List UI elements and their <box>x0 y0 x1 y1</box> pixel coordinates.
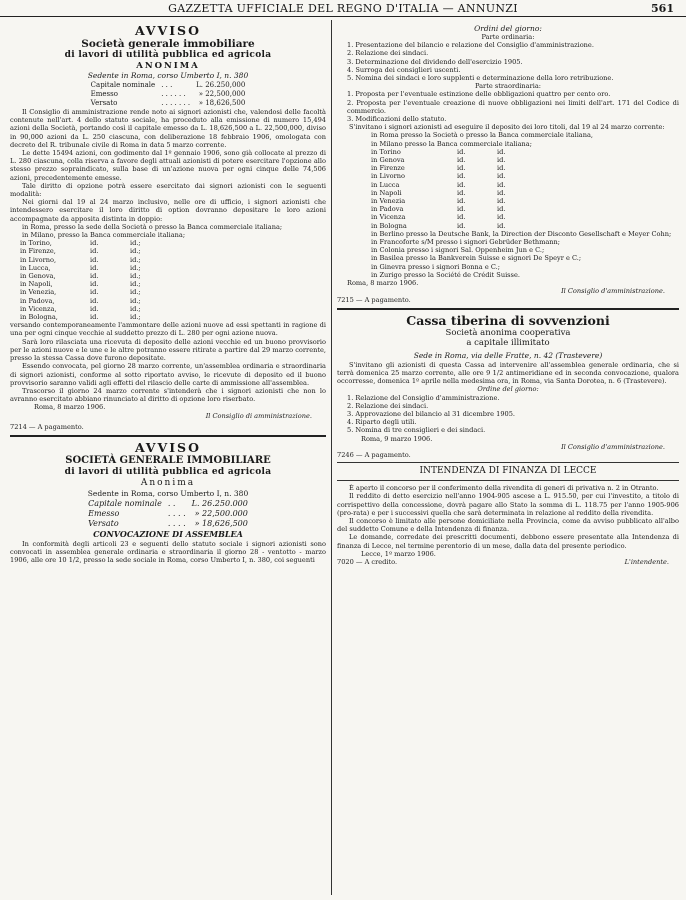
paragraph: Essendo convocata, pel giorno 28 marzo corrente, un'assemblea ordinaria e straordinaria di signori azionisti, conforme al sotto riportato avviso, le ricevute di deposito ed il buono provvisorio saranno validi agli effetti del rilascio delle carte di ammissione all'assemblea. <box>10 362 326 387</box>
capital-value: » 22,500.000 <box>194 508 248 518</box>
list-item: in Roma presso la Società o presso la Banca commerciale italiana, <box>371 131 594 140</box>
intendenza-date: Lecce, 1º marzo 1906. <box>361 549 436 558</box>
ad1-seat: Sedente in Roma, corso Umberto I, n. 380 <box>87 71 249 80</box>
dots: . . . . <box>167 518 186 528</box>
gazette-title: GAZZETTA UFFICIALE DEL REGNO D'ITALIA — ANNUNZI <box>168 2 518 15</box>
ad2-form: Anonima <box>140 477 196 488</box>
ad1-ref: 7214 — A pagamento. <box>10 422 84 431</box>
city: in Napoli <box>371 188 402 197</box>
id: id. <box>90 313 99 322</box>
capital-label: Emesso <box>88 508 120 518</box>
intendenza-signature: L'intendente. <box>624 557 669 566</box>
dots: . . <box>167 498 176 508</box>
ad1-form: ANONIMA <box>136 61 200 71</box>
list-item: in Zurigo presso la Société de Crédit Suisse. <box>371 270 520 279</box>
id: id. <box>497 147 506 156</box>
id: id.; <box>130 255 141 264</box>
dots: . . . . . . <box>161 90 186 98</box>
id: id. <box>457 172 466 181</box>
city: in Vicenza, <box>20 304 57 313</box>
id: id. <box>457 156 466 165</box>
id: id. <box>457 164 466 173</box>
ad2-heading: AVVISO <box>135 439 201 455</box>
id: id. <box>90 288 99 297</box>
list-item: 1. Presentazione del bilancio e relazione del Consiglio d'amministrazione. <box>347 41 594 50</box>
paragraph: Sarà loro rilasciata una ricevuta di deposito delle azioni vecchie ed un buono provvisorio per le azioni nuove e le une e le altre potranno essere ritirate a partire dal 29 marzo corrente, presso la stessa Cassa dove furono depositate. <box>10 337 326 363</box>
capital-label: Emesso <box>90 90 118 98</box>
cassa-date: Roma, 9 marzo 1906. <box>361 434 433 443</box>
paragraph: Le dette 15494 azioni, con godimento dal 1º gennaio 1906, sono già collocate al prezzo di L. 280 ciascuna, colla riserva a favore degli attuali azionisti di potere esercitare l'opzione allo stesso prezzo sopraindicato, sulla base di un'azione nuova per ogni cinque delle 74,506 azioni, precedentemente emesse. <box>10 149 326 182</box>
id: id. <box>457 213 466 222</box>
id: id.; <box>130 304 141 313</box>
city: in Lucca <box>371 180 400 189</box>
paragraph: Il reddito di detto esercizio nell'anno 1904-905 ascese a L. 915.50, per cui l'investito, a titolo di corrispettivo della concessione, dovrà pagare allo Stato la somma di L. 118.75 per l'anno 1905-906 (pro-rata) e per i successivi quella che sarà determinata in relazione al reddito della rivendita. <box>337 492 679 517</box>
id: id. <box>457 188 466 197</box>
agenda-ref: 7215 — A pagamento. <box>337 295 411 304</box>
list-item: in Francoforte s/M presso i signori Gebrüder Bethmann; <box>371 238 560 247</box>
capital-value: L. 26.250,000 <box>196 81 246 89</box>
id: id. <box>497 156 506 165</box>
agenda-title: Ordini del giorno: <box>474 24 542 33</box>
id: id. <box>457 205 466 214</box>
paragraph: Le domande, corredate dei prescritti documenti, debbono essere presentate alla Intendenza di finanza di Lecce, nel termine perentorio di un mese, dalla data del presente periodico. <box>337 533 679 550</box>
list-item: 2. Relazione dei sindaci. <box>347 49 429 58</box>
capital-label: Capitale nominale <box>90 81 156 89</box>
paragraph: Trascorso il giorno 24 marzo corrente s'intenderà che i signori azionisti che non lo avranno esercitato abbiano rinunciato al diritto di opzione loro riserbato. <box>10 386 326 404</box>
id: id. <box>90 239 99 248</box>
dots: . . . . . . . <box>161 99 191 107</box>
list-item: 3. Determinazione del dividendo dell'esercizio 1905. <box>347 57 523 66</box>
paragraph: Nei giorni dal 19 al 24 marzo inclusivo, nelle ore di ufficio, i signori azionisti che intendessero esercitare il loro diritto di option dovranno depositare le loro azioni accompagnate da apposita distinta in doppio: <box>10 198 326 223</box>
capital-value: » 22,500,000 <box>198 90 246 98</box>
column-divider <box>331 20 332 895</box>
id: id. <box>497 180 506 189</box>
capital-label: Versato <box>90 99 118 107</box>
divider <box>337 480 679 481</box>
paragraph: Tale diritto di opzione potrà essere esercitato dai signori azionisti con le seguenti modalità: <box>10 181 326 199</box>
id: id. <box>457 197 466 206</box>
list-item: 3. Approvazione del bilancio al 31 dicembre 1905. <box>347 409 516 418</box>
city: in Firenze, <box>20 247 56 256</box>
list-item: 5. Nomina di tre consiglieri e dei sindaci. <box>347 426 486 435</box>
intendenza-title: INTENDENZA DI FINANZA DI LECCE <box>419 466 597 477</box>
right-column <box>337 24 679 566</box>
paragraph: S'invitano i signori azionisti ad eseguire il deposito dei loro titoli, dal 19 al 24 marzo corrente: <box>349 123 665 132</box>
paragraph: S'invitano gli azionisti di questa Cassa ad intervenire all'assemblea generale ordinaria, che si terrà domenica 25 marzo corrente, alle ore 9 1/2 antimeridiane ed in seconda convocazione, qualora occorresse, domenica 1º aprile nella medesima ora, in Roma, via Santa Dorotea, n. 6 (Trastevere). <box>337 360 679 386</box>
capital-label: Capitale nominale <box>88 498 162 508</box>
id: id. <box>457 221 466 230</box>
cassa-signature: Il Consiglio d'amministrazione. <box>561 442 665 451</box>
id: id. <box>90 263 99 272</box>
city: in Lucca, <box>20 263 51 272</box>
city: in Torino, <box>20 239 52 248</box>
id: id. <box>90 304 99 313</box>
list-item: 3. Modificazioni dello statuto. <box>347 115 447 124</box>
paragraph: Il concorso è limitato alle persone domiciliate nella Provincia, come da avviso pubblicato all'albo del suddetto Comune e della Intendenza di finanza. <box>337 516 679 534</box>
capital-value: » 18,626,500 <box>198 99 246 107</box>
city: in Torino <box>371 147 401 156</box>
city: in Venezia, <box>20 288 57 297</box>
ad1-company: Società generale immobiliare <box>81 38 255 50</box>
ad2-seat: Sedente in Roma, corso Umberto I, n. 380 <box>87 488 249 498</box>
id: id. <box>457 147 466 156</box>
list-item: 2. Proposta per l'eventuale creazione di nuove obbligazioni nei limiti dell'art. 171 del Codice di commercio. <box>347 98 679 115</box>
cassa-agenda-title: Ordine del giorno: <box>477 385 539 394</box>
id: id.; <box>130 288 141 297</box>
id: id. <box>497 172 506 181</box>
page-number: 561 <box>651 2 674 15</box>
agenda-extraordinary-list <box>337 90 679 123</box>
cassa-agenda-list <box>337 394 679 435</box>
ad1-signature: Il Consiglio di amministrazione. <box>205 411 312 420</box>
ad2-capital <box>10 499 326 529</box>
capital-value: » 18,626,500 <box>194 518 248 528</box>
id: id. <box>497 213 506 222</box>
agenda-date: Roma, 8 marzo 1906. <box>347 279 419 288</box>
deposit-list <box>337 131 679 279</box>
dots: . . . . <box>167 508 186 518</box>
id: id.; <box>130 272 141 281</box>
agenda-signature: Il Consiglio d'amministrazione. <box>561 287 665 296</box>
paragraph: in Roma, presso la sede della Società o presso la Banca commerciale italiana; <box>22 222 283 231</box>
ad1-date: Roma, 8 marzo 1906. <box>34 403 106 412</box>
list-item: in Colonia presso i signori Sal. Oppenheim Jun e C.; <box>371 246 545 255</box>
city: in Genova <box>371 156 405 165</box>
dots: . . . <box>161 81 173 89</box>
list-item: 1. Proposta per l'eventuale estinzione delle obbligazioni quattro per cento oro. <box>347 90 611 99</box>
cassa-ref: 7246 — A pagamento. <box>337 450 411 459</box>
city: in Livorno <box>371 172 406 181</box>
city: in Bologna <box>371 221 407 230</box>
id: id. <box>497 221 506 230</box>
cassa-sub2: a capitale illimitato <box>466 337 550 348</box>
cassa-seat: Sede in Roma, via delle Fratte, n. 42 (Trastevere) <box>413 350 603 360</box>
list-item: in Ginevra presso i signori Bonna e C.; <box>371 262 500 271</box>
divider <box>337 462 679 463</box>
list-item: 4. Surroga dei consiglieri uscenti. <box>347 65 461 74</box>
city: in Venezia <box>371 197 406 206</box>
id: id.; <box>130 247 141 256</box>
left-column <box>10 24 326 565</box>
city: in Napoli, <box>20 280 53 289</box>
list-item: in Basilea presso la Bankverein Suisse e signori De Speyr e C.; <box>371 254 582 263</box>
id: id.; <box>130 313 141 322</box>
id: id. <box>90 247 99 256</box>
list-item: 5. Nomina dei sindaci e loro supplenti e determinazione della loro retribuzione. <box>347 74 614 83</box>
city: in Firenze <box>371 164 405 173</box>
agenda-ordinary: Parte ordinaria: <box>481 33 535 41</box>
list-item: in Milano presso la Banca commerciale italiana; <box>371 139 532 148</box>
paragraph: In conformità degli articoli 23 e seguenti dello statuto sociale i signori azionisti sono convocati in assemblea generale ordinaria e straordinaria il giorno 28 - ventotto - marzo 1906, alle ore 10 1/2, presso la sede sociale in Roma, corso Umberto I, n. 380, coi seguenti <box>10 539 326 565</box>
city: in Livorno, <box>20 255 57 264</box>
ad1-subtitle: di lavori di utilità pubblica ed agricola <box>64 50 272 60</box>
list-item: 2. Relazione dei sindaci. <box>347 401 429 410</box>
id: id. <box>497 164 506 173</box>
list-item: 1. Relazione del Consiglio d'amministrazione. <box>347 393 500 402</box>
cassa-title: Cassa tiberina di sovvenzioni <box>406 312 610 328</box>
ad1-capital <box>10 81 326 108</box>
paragraph: È aperto il concorso per il conferimento della rivendita di generi di privativa n. 2 in Otranto. <box>349 484 659 493</box>
id: id. <box>90 272 99 281</box>
list-item: 4. Riparto degli utili. <box>347 418 417 427</box>
divider <box>10 435 326 437</box>
paragraph: Il Consiglio di amministrazione rende noto ai signori azionisti che, valendosi delle facoltà contenute nell'art. 4 dello statuto sociale, ha proceduto alla emissione di numero 15,494 azioni della Società, portando così il capitale emesso da L. 18,626,500 a L. 22,500,000, diviso in 90,000 azioni da L. 250 ciascuna, con deliberazione 18 febbraio 1906, omologata con decreto del R. tribunale civile di Roma in data 5 marzo corrente. <box>10 108 326 149</box>
ad2-convocation: CONVOCAZIONE DI ASSEMBLEA <box>93 528 243 539</box>
city: in Padova, <box>20 296 55 305</box>
id: id. <box>90 255 99 264</box>
agenda-extraordinary: Parte straordinaria: <box>474 82 542 91</box>
city: in Padova <box>371 205 404 214</box>
page-header <box>0 0 686 17</box>
city: in Vicenza <box>371 213 406 222</box>
cassa-sub1: Società anonima cooperativa <box>445 327 571 338</box>
intendenza-ref: 7020 — A credito. <box>337 557 398 566</box>
ad1-heading: AVVISO <box>135 23 201 38</box>
agenda-ordinary-list <box>337 41 679 82</box>
paragraph: in Milano, presso la Banca commerciale italiana; <box>22 231 186 240</box>
capital-label: Versato <box>88 518 119 528</box>
id: id. <box>90 296 99 305</box>
city: in Genova, <box>20 272 56 281</box>
id: id. <box>497 197 506 206</box>
capital-value: L. 26.250.000 <box>191 498 248 508</box>
id: id. <box>497 188 506 197</box>
id: id.; <box>130 239 141 248</box>
deposit-cities <box>10 239 326 321</box>
id: id. <box>90 280 99 289</box>
paragraph: versando contemporaneamente l'ammontare delle azioni nuove ad essi spettanti in ragione di una per ogni cinque vecchie al suddetto prezzo di L. 280 per ogni azione nuova. <box>10 321 326 338</box>
ad2-subtitle: di lavori di utilità pubblica ed agricola <box>64 466 272 477</box>
city: in Bologna, <box>20 313 58 322</box>
id: id.; <box>130 296 141 305</box>
list-item: in Berlino presso la Deutsche Bank, la Direction der Disconto Gesellschaft e Meyer Cohn; <box>371 229 672 238</box>
id: id.; <box>130 263 141 272</box>
id: id.; <box>130 280 141 289</box>
id: id. <box>497 205 506 214</box>
divider <box>337 308 679 310</box>
id: id. <box>457 180 466 189</box>
ad2-company: SOCIETÀ GENERALE IMMOBILIARE <box>65 454 271 466</box>
